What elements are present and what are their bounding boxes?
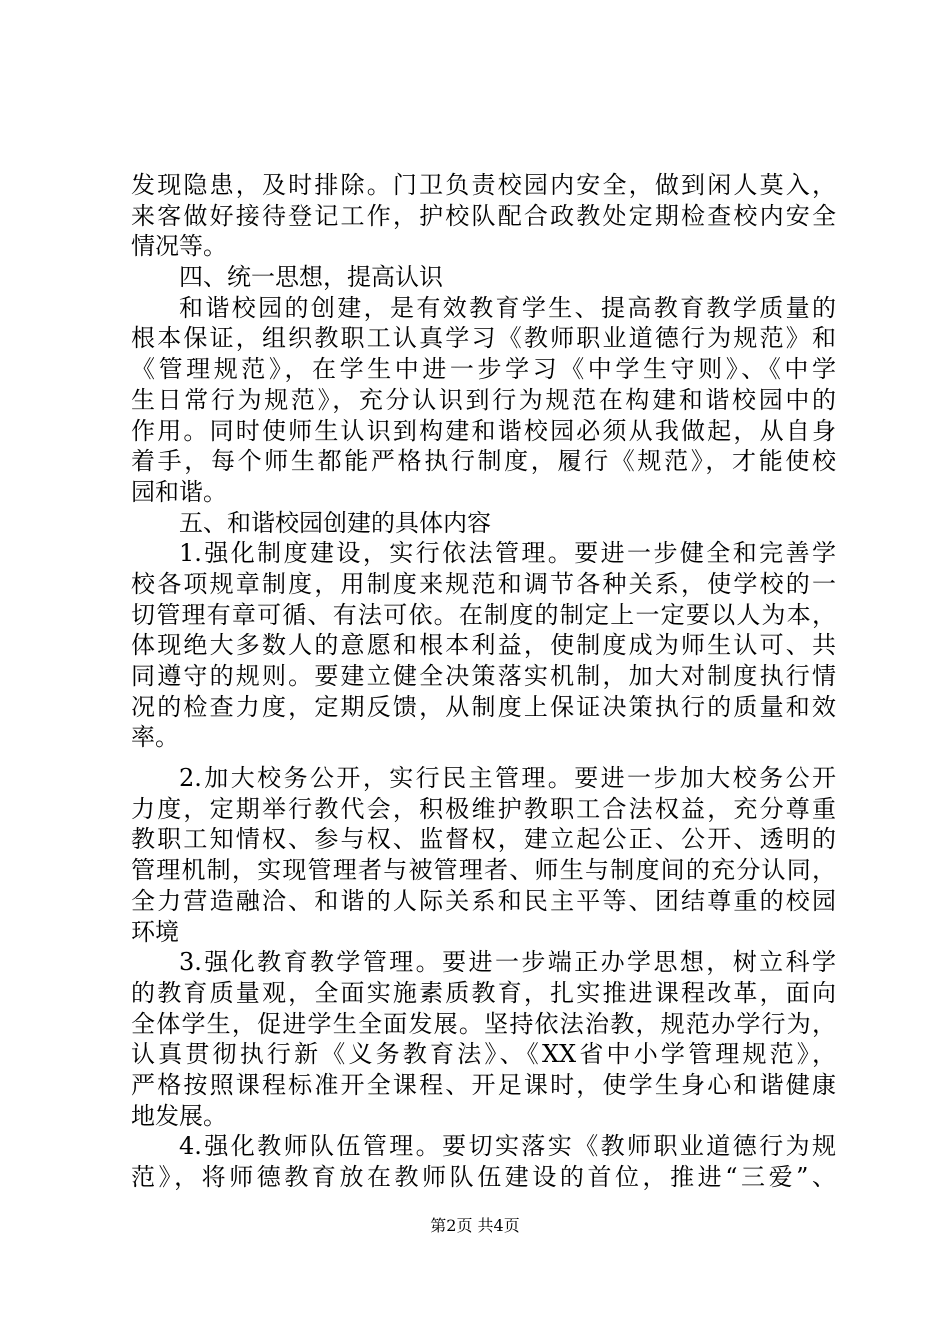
text-line: 认真贯彻执行新《义务教育法》、《XX省中小学管理规范》，: [131, 1040, 836, 1069]
text-line: 作用。同时使师生认识到构建和谐校园必须从我做起，从自身: [131, 416, 836, 445]
text-line: 管理机制，实现管理者与被管理者、师生与制度间的充分认同，: [131, 856, 836, 885]
text-line: 切管理有章可循、有法可依。在制度的制定上一定要以人为本，: [131, 600, 836, 629]
text-line: 来客做好接待登记工作，护校队配合政教处定期检查校内安全: [131, 201, 836, 230]
text-line: 生日常行为规范》，充分认识到行为规范在构建和谐校园中的: [131, 385, 836, 414]
text-line: 发现隐患，及时排除。门卫负责校园内安全，做到闲人莫入，: [131, 171, 836, 199]
page-number-footer: 第2页 共4页: [430, 1216, 520, 1235]
text-line: 同遵守的规则。要建立健全决策落实机制，加大对制度执行情: [131, 662, 836, 690]
text-line: 园和谐。: [131, 477, 227, 506]
text-line: 情况等。: [131, 232, 227, 261]
text-line: 和谐校园的创建，是有效教育学生、提高教育教学质量的: [179, 293, 836, 322]
paragraph-gap: [131, 753, 836, 763]
section-heading: 五、和谐校园创建的具体内容: [179, 508, 491, 537]
text-line: 校各项规章制度，用制度来规范和调节各种关系，使学校的一: [131, 569, 836, 598]
text-line: 《管理规范》，在学生中进一步学习《中学生守则》、《中学: [131, 355, 836, 384]
section-heading: 四、统一思想，提高认识: [179, 263, 443, 292]
text-line: 严格按照课程标准开全课程、开足课时，使学生身心和谐健康: [131, 1070, 836, 1099]
text-line: 着手，每个师生都能严格执行制度，履行《规范》，才能使校: [131, 447, 836, 476]
text-line: 环境: [131, 917, 179, 946]
text-line: 3.强化教育教学管理。要进一步端正办学思想，树立科学: [179, 948, 836, 977]
text-line: 的教育质量观，全面实施素质教育，扎实推进课程改革，面向: [131, 978, 836, 1007]
text-line: 力度，定期举行教代会，积极维护教职工合法权益，充分尊重: [131, 794, 836, 823]
text-line: 4.强化教师队伍管理。要切实落实《教师职业道德行为规: [179, 1132, 836, 1161]
text-line: 根本保证，组织教职工认真学习《教师职业道德行为规范》和: [131, 324, 836, 353]
text-line: 2.加大校务公开，实行民主管理。要进一步加大校务公开: [179, 764, 836, 793]
text-line: 1.强化制度建设，实行依法管理。要进一步健全和完善学: [179, 539, 836, 568]
text-line: 全力营造融洽、和谐的人际关系和民主平等、团结尊重的校园: [131, 886, 836, 915]
text-line: 全体学生，促进学生全面发展。坚持依法治教，规范办学行为，: [131, 1009, 836, 1038]
text-line: 体现绝大多数人的意愿和根本利益，使制度成为师生认可、共: [131, 631, 836, 660]
text-line: 况的检查力度，定期反馈，从制度上保证决策执行的质量和效: [131, 692, 836, 721]
text-line: 范》，将师德教育放在教师队伍建设的首位，推进“三爱”、: [131, 1163, 836, 1191]
text-line: 率。: [131, 723, 179, 752]
text-line: 教职工知情权、参与权、监督权，建立起公正、公开、透明的: [131, 825, 836, 854]
document-body: [131, 170, 836, 1193]
text-line: 地发展。: [131, 1101, 227, 1130]
